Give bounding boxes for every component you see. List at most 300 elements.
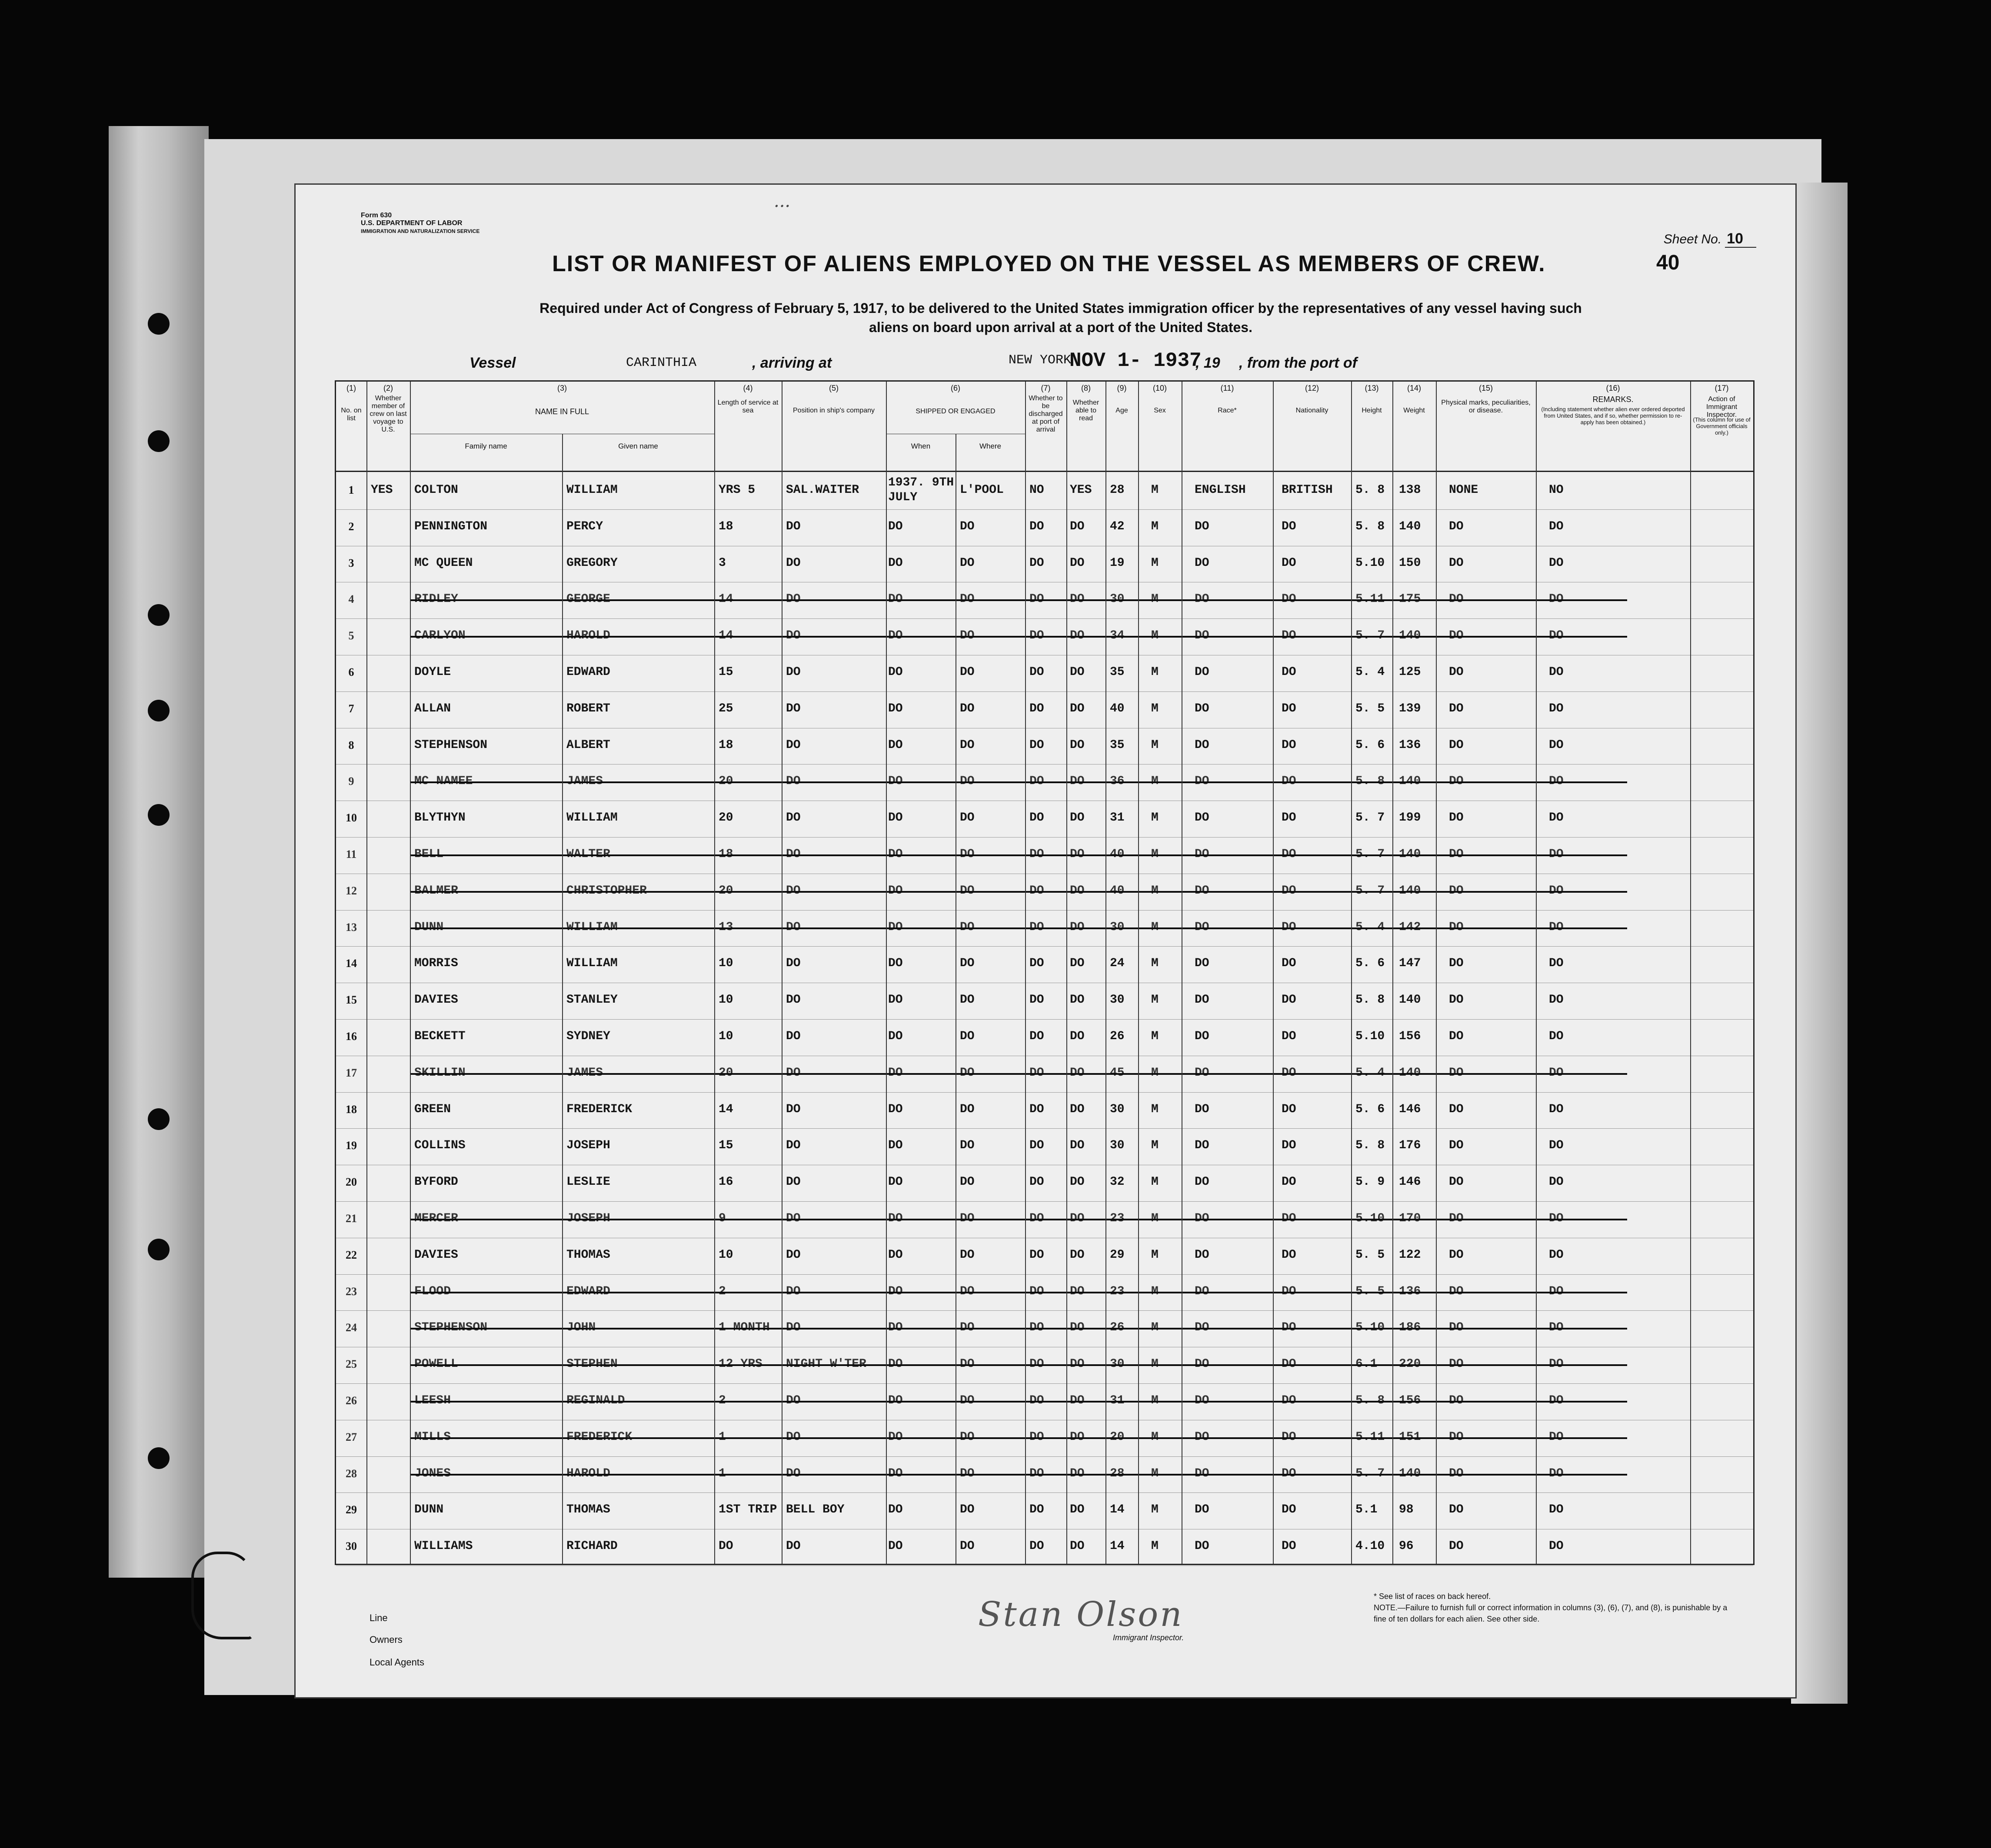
table-row (336, 910, 1753, 945)
row-number: 21 (346, 1212, 357, 1225)
discharged-cell: DO (1029, 665, 1044, 679)
remarks-cell: DO (1549, 1430, 1564, 1444)
row-number: 12 (346, 884, 357, 897)
race-cell: DO (1195, 519, 1209, 533)
height-cell: 5. 9 (1355, 1175, 1385, 1189)
sex-cell: M (1151, 629, 1159, 643)
row-number: 19 (346, 1139, 357, 1152)
service-length-cell: 18 (719, 519, 733, 533)
shipped-when-cell: DO (888, 848, 903, 861)
given-name-cell: ALBERT (566, 738, 610, 752)
remarks-cell: DO (1549, 1030, 1564, 1043)
discharged-cell: DO (1029, 519, 1044, 533)
physical-marks-cell: DO (1449, 1357, 1464, 1371)
prev-voyage-cell (371, 1056, 410, 1090)
age-cell: 28 (1110, 483, 1125, 497)
position-cell: DO (786, 519, 801, 533)
service-length-cell: 2 (719, 1394, 726, 1407)
age-cell: 30 (1110, 920, 1125, 934)
given-name-cell: ROBERT (566, 701, 610, 715)
col-header-age: (9) Age (1115, 384, 1128, 414)
manifest-table (335, 380, 1755, 1565)
service-length-cell: 12 YRS (719, 1357, 762, 1371)
shipped-where-cell: DO (960, 1430, 975, 1444)
family-name-cell: POWELL (414, 1357, 458, 1371)
col-header-remarks: (16) REMARKS. (Including statement whether alien ever ordered deported from United States, and if so, whether permission to re-apply has been obtained.) (1541, 384, 1685, 425)
strike-through-line (410, 1401, 1627, 1403)
weight-cell: 156 (1399, 1394, 1421, 1407)
shipped-where-cell: DO (960, 665, 975, 679)
remarks-cell: DO (1549, 993, 1564, 1007)
family-name-cell: STEPHENSON (414, 738, 488, 752)
row-number: 4 (348, 593, 354, 606)
weight-cell: 199 (1399, 811, 1421, 825)
top-scrawl: ... (774, 191, 791, 211)
binder-hole (148, 604, 170, 626)
row-number: 22 (346, 1248, 357, 1261)
service-length-cell: 16 (719, 1175, 733, 1189)
row-number: 6 (348, 666, 354, 678)
nationality-cell: DO (1282, 1102, 1296, 1116)
weight-cell: 96 (1399, 1539, 1414, 1553)
physical-marks-cell: DO (1449, 738, 1464, 752)
weight-cell: 140 (1399, 1066, 1421, 1080)
age-cell: 42 (1110, 519, 1125, 533)
strike-through-line (410, 1328, 1627, 1329)
service-length-cell: 1 MONTH (719, 1321, 770, 1335)
prev-voyage-cell (371, 1456, 410, 1491)
able-to-read-cell: DO (1070, 1357, 1085, 1371)
position-cell: DO (786, 1030, 801, 1043)
weight-cell: 220 (1399, 1357, 1421, 1371)
race-cell: DO (1195, 774, 1209, 788)
weight-cell: 125 (1399, 665, 1421, 679)
sex-cell: M (1151, 848, 1159, 861)
nationality-cell: DO (1282, 519, 1296, 533)
service-length-cell: 10 (719, 993, 733, 1007)
height-cell: 5. 7 (1355, 1466, 1385, 1480)
race-cell: DO (1195, 1175, 1209, 1189)
table-row (336, 874, 1753, 908)
age-cell: 29 (1110, 1248, 1125, 1262)
shipped-where-cell: DO (960, 701, 975, 715)
nationality-cell: BRITISH (1282, 483, 1333, 497)
height-cell: 5. 7 (1355, 629, 1385, 643)
shipped-when-cell: DO (888, 1248, 903, 1262)
service-length-cell: 10 (719, 1030, 733, 1043)
prev-voyage-cell (371, 1383, 410, 1418)
prev-voyage-cell (371, 546, 410, 581)
page-subtitle (461, 299, 1661, 337)
row-number: 7 (348, 702, 354, 715)
physical-marks-cell: DO (1449, 629, 1464, 643)
shipped-where-cell: DO (960, 957, 975, 971)
position-cell: DO (786, 592, 801, 606)
weight-cell: 170 (1399, 1212, 1421, 1225)
discharged-cell: DO (1029, 701, 1044, 715)
nationality-cell: DO (1282, 1030, 1296, 1043)
discharged-cell: DO (1029, 1066, 1044, 1080)
shipped-when-cell: DO (888, 1394, 903, 1407)
nationality-cell: DO (1282, 1321, 1296, 1335)
table-row (336, 691, 1753, 726)
table-row (336, 1092, 1753, 1127)
remarks-cell: DO (1549, 1357, 1564, 1371)
sex-cell: M (1151, 1284, 1159, 1298)
prev-voyage-cell (371, 1274, 410, 1309)
weight-cell: 186 (1399, 1321, 1421, 1335)
discharged-cell: DO (1029, 1430, 1044, 1444)
discharged-cell: DO (1029, 957, 1044, 971)
remarks-cell: DO (1549, 701, 1564, 715)
strike-through-line (410, 1437, 1627, 1439)
nationality-cell: DO (1282, 1248, 1296, 1262)
physical-marks-cell: DO (1449, 519, 1464, 533)
column-divider (366, 382, 367, 1564)
sex-cell: M (1151, 483, 1159, 497)
physical-marks-cell: DO (1449, 556, 1464, 570)
sex-cell: M (1151, 1066, 1159, 1080)
shipped-when-cell: DO (888, 1030, 903, 1043)
sex-cell: M (1151, 920, 1159, 934)
sex-cell: M (1151, 1248, 1159, 1262)
service-length-cell: 20 (719, 1066, 733, 1080)
table-row (336, 837, 1753, 872)
age-cell: 14 (1110, 1539, 1125, 1553)
position-cell: DO (786, 920, 801, 934)
age-cell: 31 (1110, 1394, 1125, 1407)
manifest-page (296, 185, 1795, 1697)
row-number: 13 (346, 921, 357, 934)
given-name-cell: HAROLD (566, 1466, 610, 1480)
discharged-cell: DO (1029, 738, 1044, 752)
prev-voyage-cell (371, 1529, 410, 1564)
table-row (336, 728, 1753, 763)
sex-cell: M (1151, 1102, 1159, 1116)
sex-cell: M (1151, 1357, 1159, 1371)
prev-voyage-cell (371, 910, 410, 945)
arriving-label: , arriving at (752, 355, 832, 371)
form-header-block (361, 212, 491, 235)
sex-cell: M (1151, 738, 1159, 752)
shipped-where-cell: DO (960, 920, 975, 934)
age-cell: 35 (1110, 665, 1125, 679)
col-header-name: (3) NAME IN FULL Family name Given name (410, 382, 714, 471)
discharged-cell: DO (1029, 920, 1044, 934)
physical-marks-cell: DO (1449, 665, 1464, 679)
nationality-cell: DO (1282, 1066, 1296, 1080)
row-number: 20 (346, 1176, 357, 1189)
family-name-cell: SKILLIN (414, 1066, 466, 1080)
prev-voyage-cell (371, 837, 410, 872)
row-number: 14 (346, 957, 357, 970)
discharged-cell: DO (1029, 993, 1044, 1007)
nationality-cell: DO (1282, 1212, 1296, 1225)
age-cell: 23 (1110, 1284, 1125, 1298)
height-cell: 4.10 (1355, 1539, 1385, 1553)
position-cell: DO (786, 1284, 801, 1298)
row-number: 18 (346, 1103, 357, 1116)
height-cell: 5. 4 (1355, 920, 1385, 934)
height-cell: 5. 6 (1355, 1102, 1385, 1116)
row-number: 17 (346, 1066, 357, 1079)
discharged-cell: NO (1029, 483, 1044, 497)
position-cell: DO (786, 1102, 801, 1116)
sex-cell: M (1151, 1539, 1159, 1553)
given-name-cell: GEORGE (566, 592, 610, 606)
column-divider (1066, 382, 1067, 1564)
prev-voyage-cell (371, 983, 410, 1017)
nationality-cell: DO (1282, 811, 1296, 825)
weight-cell: 136 (1399, 738, 1421, 752)
remarks-cell: DO (1549, 1539, 1564, 1553)
discharged-cell: DO (1029, 1321, 1044, 1335)
height-cell: 5. 5 (1355, 701, 1385, 715)
sheet-number-field (1664, 230, 1756, 247)
strike-through-line (410, 891, 1627, 893)
col-header-weight: (14) Weight (1403, 384, 1425, 414)
race-cell: DO (1195, 701, 1209, 715)
row-number: 30 (346, 1540, 357, 1553)
shipped-where-cell: DO (960, 1321, 975, 1335)
col-header-prev-voyage: (2) Whether member of crew on last voyage to U.S. (370, 384, 407, 433)
row-number: 10 (346, 811, 357, 824)
given-name-cell: LESLIE (566, 1175, 610, 1189)
table-row (336, 801, 1753, 835)
family-name-cell: DUNN (414, 920, 444, 934)
table-row (336, 509, 1753, 544)
given-name-cell: REGINALD (566, 1394, 625, 1407)
weight-cell: 140 (1399, 1466, 1421, 1480)
shipped-where-cell: DO (960, 519, 975, 533)
table-row (336, 618, 1753, 653)
sex-cell: M (1151, 993, 1159, 1007)
age-cell: 40 (1110, 701, 1125, 715)
table-row (336, 1420, 1753, 1455)
prev-voyage-cell (371, 874, 410, 908)
remarks-cell: DO (1549, 920, 1564, 934)
shipped-when-cell: DO (888, 774, 903, 788)
family-name-cell: BALMER (414, 884, 458, 897)
position-cell: DO (786, 738, 801, 752)
nationality-cell: DO (1282, 592, 1296, 606)
service-length-cell: 15 (719, 1139, 733, 1153)
height-cell: 5.11 (1355, 1430, 1385, 1444)
position-cell: DO (786, 1321, 801, 1335)
table-row (336, 1529, 1753, 1564)
able-to-read-cell: DO (1070, 1030, 1085, 1043)
able-to-read-cell: DO (1070, 556, 1085, 570)
shipped-when-cell: DO (888, 1284, 903, 1298)
shipped-where-cell: DO (960, 738, 975, 752)
discharged-cell: DO (1029, 1394, 1044, 1407)
shipped-where-cell: DO (960, 556, 975, 570)
race-cell: DO (1195, 1321, 1209, 1335)
local-agents-label: Local Agents (370, 1657, 424, 1668)
col-header-no: (1) No. on list (341, 384, 362, 422)
height-cell: 5.1 (1355, 1503, 1378, 1517)
able-to-read-cell: DO (1070, 957, 1085, 971)
service-length-cell: 1ST TRIP (719, 1503, 777, 1517)
given-name-cell: THOMAS (566, 1503, 610, 1517)
races-note: * See list of races on back hereof. (1374, 1592, 1491, 1601)
table-row (336, 1201, 1753, 1236)
col-header-shipped: (6) SHIPPED OR ENGAGED When Where (886, 382, 1025, 471)
shipped-where-cell: DO (960, 1102, 975, 1116)
shipped-when-cell: DO (888, 1139, 903, 1153)
able-to-read-cell: DO (1070, 1394, 1085, 1407)
able-to-read-cell: DO (1070, 920, 1085, 934)
given-name-cell: HAROLD (566, 629, 610, 643)
remarks-cell: DO (1549, 848, 1564, 861)
shipped-when-cell: DO (888, 665, 903, 679)
strike-through-line (410, 781, 1627, 783)
prev-voyage-cell (371, 1019, 410, 1054)
race-cell: DO (1195, 1066, 1209, 1080)
prev-voyage-cell (371, 1092, 410, 1127)
shipped-when-cell: DO (888, 519, 903, 533)
strike-through-line (410, 1364, 1627, 1366)
shipped-where-cell: DO (960, 848, 975, 861)
nationality-cell: DO (1282, 556, 1296, 570)
age-cell: 35 (1110, 738, 1125, 752)
shipped-when-cell: DO (888, 1066, 903, 1080)
owners-label: Owners (370, 1634, 403, 1645)
given-name-cell: FREDERICK (566, 1430, 633, 1444)
given-name-cell: GREGORY (566, 556, 618, 570)
race-cell: DO (1195, 1248, 1209, 1262)
age-cell: 30 (1110, 1102, 1125, 1116)
family-name-cell: RIDLEY (414, 592, 458, 606)
table-header (336, 382, 1753, 472)
nationality-cell: DO (1282, 848, 1296, 861)
shipped-when-cell: DO (888, 1503, 903, 1517)
height-cell: 5.10 (1355, 1212, 1385, 1225)
given-name-cell: WALTER (566, 848, 610, 861)
prev-voyage-cell (371, 582, 410, 617)
shipped-when-cell: DO (888, 592, 903, 606)
discharged-cell: DO (1029, 774, 1044, 788)
sex-cell: M (1151, 1394, 1159, 1407)
weight-cell: 138 (1399, 483, 1421, 497)
given-name-cell: PERCY (566, 519, 603, 533)
service-length-cell: 9 (719, 1212, 726, 1225)
able-to-read-cell: YES (1070, 483, 1092, 497)
physical-marks-cell: DO (1449, 811, 1464, 825)
service-length-cell: 3 (719, 556, 726, 570)
table-row (336, 473, 1753, 508)
column-divider (1536, 382, 1537, 1564)
strike-through-line (410, 636, 1627, 638)
subtitle-line-1: Required under Act of Congress of February 5, 1917, to be delivered to the United States immigration officer by the representatives of any vessel having such (539, 300, 1582, 316)
shipped-where-cell: DO (960, 811, 975, 825)
race-cell: DO (1195, 1102, 1209, 1116)
able-to-read-cell: DO (1070, 848, 1085, 861)
physical-marks-cell: DO (1449, 592, 1464, 606)
weight-cell: 147 (1399, 957, 1421, 971)
physical-marks-cell: DO (1449, 1102, 1464, 1116)
physical-marks-cell: DO (1449, 1248, 1464, 1262)
given-name-cell: WILLIAM (566, 811, 618, 825)
prev-voyage-cell (371, 801, 410, 835)
given-name-cell: JOHN (566, 1321, 596, 1335)
shipped-where-cell: DO (960, 1466, 975, 1480)
weight-cell: 146 (1399, 1102, 1421, 1116)
prev-voyage-cell (371, 1128, 410, 1163)
page-number: 40 (1656, 251, 1680, 274)
shipped-where-cell: DO (960, 1394, 975, 1407)
weight-cell: 146 (1399, 1175, 1421, 1189)
binder-hole (148, 430, 170, 452)
weight-cell: 140 (1399, 774, 1421, 788)
family-name-cell: MC QUEEN (414, 556, 473, 570)
age-cell: 28 (1110, 1466, 1125, 1480)
able-to-read-cell: DO (1070, 1321, 1085, 1335)
family-name-cell: BYFORD (414, 1175, 458, 1189)
race-cell: DO (1195, 629, 1209, 643)
remarks-cell: DO (1549, 1321, 1564, 1335)
prev-voyage-cell (371, 728, 410, 763)
row-number: 28 (346, 1467, 357, 1480)
binder-hole (148, 1108, 170, 1130)
service-length-cell: 14 (719, 592, 733, 606)
table-row (336, 1128, 1753, 1163)
service-length-cell: 14 (719, 1102, 733, 1116)
discharged-cell: DO (1029, 1539, 1044, 1553)
height-cell: 5. 8 (1355, 1394, 1385, 1407)
discharged-cell: DO (1029, 1284, 1044, 1298)
prev-voyage-cell (371, 1165, 410, 1200)
age-cell: 20 (1110, 1430, 1125, 1444)
age-cell: 14 (1110, 1503, 1125, 1517)
age-cell: 32 (1110, 1175, 1125, 1189)
age-cell: 30 (1110, 993, 1125, 1007)
position-cell: DO (786, 993, 801, 1007)
strike-through-line (410, 1292, 1627, 1293)
able-to-read-cell: DO (1070, 884, 1085, 897)
able-to-read-cell: DO (1070, 1212, 1085, 1225)
position-cell: BELL BOY (786, 1503, 845, 1517)
department-name: U.S. DEPARTMENT OF LABOR (361, 219, 463, 227)
shipped-where-cell: DO (960, 1357, 975, 1371)
physical-marks-cell: DO (1449, 1539, 1464, 1553)
nationality-cell: DO (1282, 1284, 1296, 1298)
sex-cell: M (1151, 957, 1159, 971)
family-name-cell: COLLINS (414, 1139, 466, 1153)
able-to-read-cell: DO (1070, 811, 1085, 825)
strike-through-line (410, 1073, 1627, 1075)
shipped-when-cell: DO (888, 957, 903, 971)
given-name-cell: EDWARD (566, 1284, 610, 1298)
shipped-where-cell: DO (960, 884, 975, 897)
vessel-label: Vessel (469, 355, 516, 371)
family-name-cell: JONES (414, 1466, 451, 1480)
sex-cell: M (1151, 884, 1159, 897)
physical-marks-cell: DO (1449, 701, 1464, 715)
nationality-cell: DO (1282, 701, 1296, 715)
service-length-cell: 1 (719, 1466, 726, 1480)
height-cell: 5. 6 (1355, 738, 1385, 752)
table-row (336, 1383, 1753, 1418)
remarks-cell: DO (1549, 957, 1564, 971)
race-cell: DO (1195, 993, 1209, 1007)
given-name-cell: WILLIAM (566, 483, 618, 497)
arrival-date: NOV 1- 1937 (1069, 349, 1202, 372)
given-name-cell: JOSEPH (566, 1139, 610, 1153)
family-name-cell: MILLS (414, 1430, 451, 1444)
col-header-inspector-action: (17) Action of Immigrant Inspector. (This column for use of Government officials only.) (1693, 384, 1751, 436)
weight-cell: 156 (1399, 1030, 1421, 1043)
